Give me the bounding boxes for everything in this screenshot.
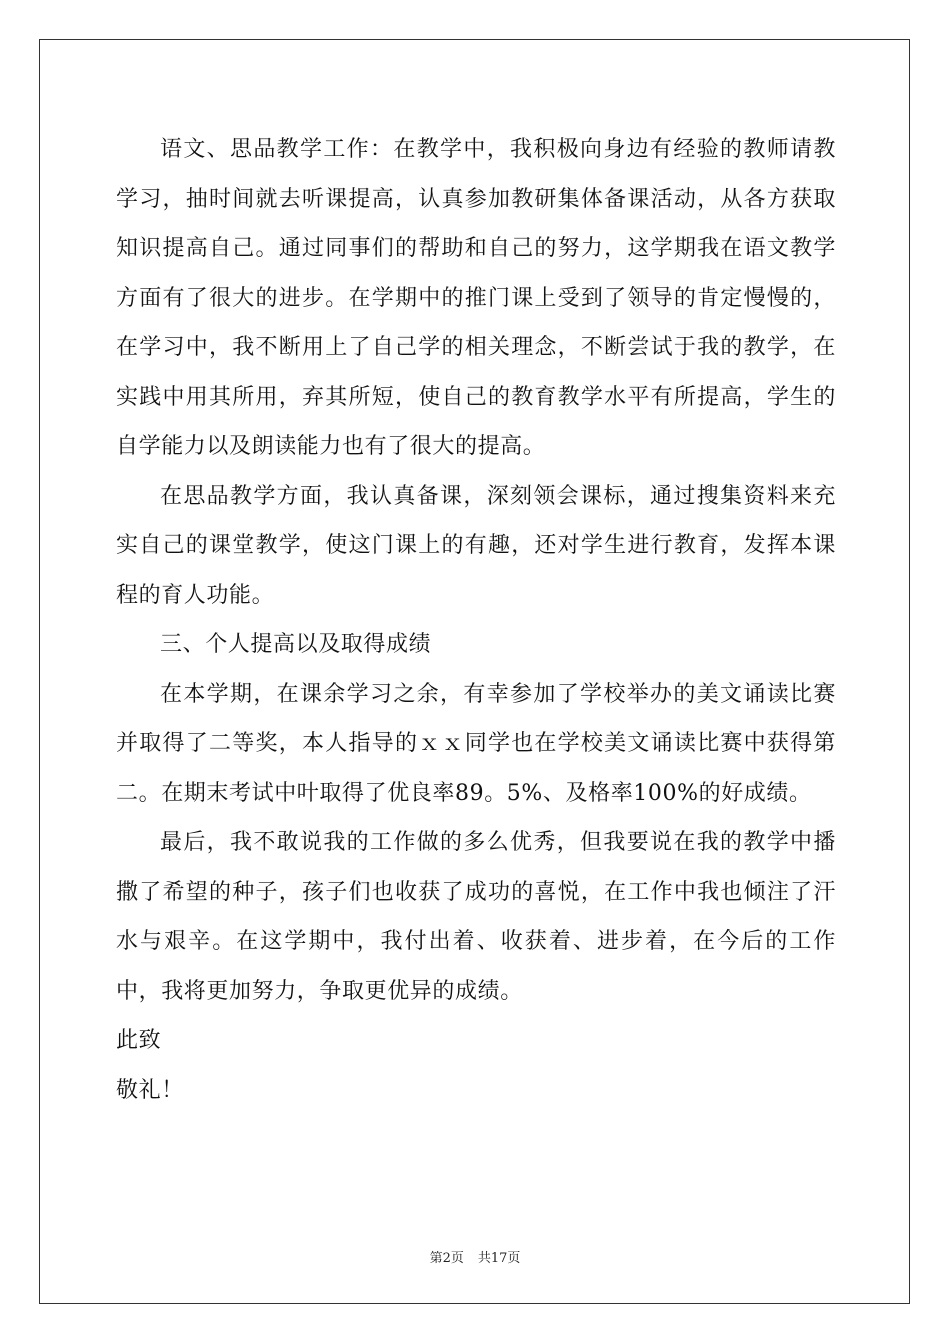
document-body xyxy=(116,125,836,1115)
section-heading-achievements: 三、个人提高以及取得成绩 xyxy=(160,632,432,657)
page-number: 第2页 xyxy=(429,1251,464,1266)
page-total: 共17页 xyxy=(477,1251,521,1266)
paragraph-achievements: 在本学期，在课余学习之余，有幸参加了学校举办的美文诵读比赛并取得了二等奖，本人指导的ｘｘ同学也在学校美文诵读比赛中获得第二。在期末考试中叶取得了优良率89。5%、及格率100%的好成绩。 xyxy=(116,681,836,806)
paragraph-teaching-work: 语文、思品教学工作：在教学中，我积极向身边有经验的教师请教学习，抽时间就去听课提高，认真参加教研集体备课活动，从各方获取知识提高自己。通过同事们的帮助和自己的努力，这学期我在语文教学方面有了很大的进步。在学期中的推门课上受到了领导的肯定慢慢的，在学习中，我不断用上了自己学的相关理念，不断尝试于我的教学，在实践中用其所用，弃其所短，使自己的教育教学水平有所提高，学生的自学能力以及朗读能力也有了很大的提高。 xyxy=(116,137,836,459)
closing-regards: 敬礼！ xyxy=(116,1077,184,1103)
paragraph-conclusion: 最后，我不敢说我的工作做的多么优秀，但我要说在我的教学中播撒了希望的种子，孩子们也收获了成功的喜悦，在工作中我也倾注了汗水与艰辛。在这学期中，我付出着、收获着、进步着，在今后的工作中，我将更加努力，争取更优异的成绩。 xyxy=(116,830,836,1004)
closing-salutation: 此致 xyxy=(116,1028,162,1053)
page-footer xyxy=(0,1247,950,1266)
paragraph-moral-education: 在思品教学方面，我认真备课，深刻领会课标，通过搜集资料来充实自己的课堂教学，使这门课上的有趣，还对学生进行教育，发挥本课程的育人功能。 xyxy=(116,483,836,608)
